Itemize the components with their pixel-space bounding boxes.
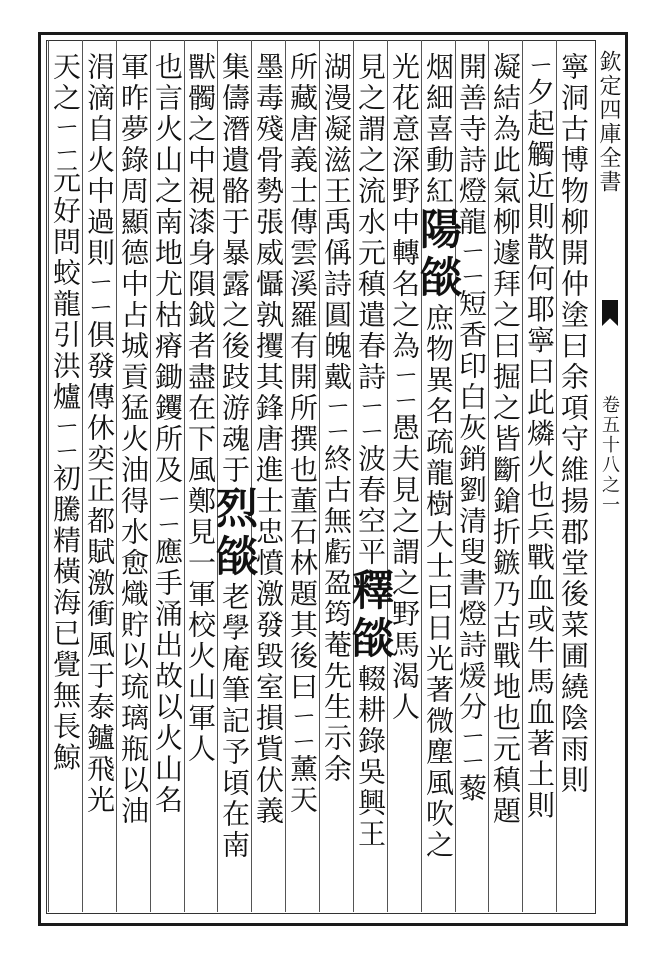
term-heading: 釋燄 (346, 567, 395, 664)
text-segment: 寧洞古博物柳開仲塗曰余項守維揚郡堂後菜圃繞陰雨則 (557, 52, 590, 796)
text-segment: 凝結為此氣柳遽拜之曰掘之皆斷鎗折鏃乃古戰地也元稹題 (489, 52, 522, 827)
text-segment: 烟細喜動紅 (422, 52, 455, 207)
term-heading: 烈燄 (210, 486, 259, 582)
text-segment: 天之ㄧㄧ元好問蛟龍引洪爐ㄧㄧ初騰精橫海已覺無長鯨 (49, 52, 82, 774)
text-segment: 光花意深 (388, 52, 421, 176)
text-segment: 集儔潛遺骼于暴露之後跂游魂于 (218, 52, 251, 486)
book-title: 欽定四庫全書 (596, 50, 621, 194)
text-segment: 戴ㄧㄧ終古無虧盈 (320, 362, 353, 599)
text-segment: 所藏唐義士傳雲溪羅有開所撰也董石林題其後曰ㄧㄧ薰天 (286, 52, 319, 816)
text-segment: 獸髑之中視漆身隕鉞者盡在下風 (184, 52, 217, 486)
text-segment: 開善寺詩燈龍ㄧㄧ短香印白灰銷劉清叟書燈詩煖分ㄧㄧ藜 (455, 52, 488, 805)
text-segment: 見之謂之流水元稹遣春詩ㄧㄧ波春空平 (354, 52, 387, 568)
text-column (44, 52, 86, 902)
text-segment: ㄧ夕起觸近則散何耶寧曰此燐火也兵戰血或牛馬血著土則 (523, 52, 556, 822)
text-segment: 墨毒殘骨勢張威懾孰攫其鋒唐進士忠憤激發毀室損貲伏義 (252, 52, 285, 827)
text-segment: 涓滴自火中過則ㄧㄧ俱發傳休奕正都賦激衝風于泰鑪飛光 (83, 52, 116, 816)
text-segment: 鄭見一軍校火山軍人 (184, 486, 217, 765)
text-segment: 筠菴先生示余 (320, 598, 353, 785)
text-segment: 也言火山之南地尤枯瘠鋤钁所及ㄧㄧ應手涌出故以火山名 (151, 52, 184, 816)
text-segment: 湖漫凝滋王禹偁詩圓魄 (320, 52, 353, 362)
text-segment: 輟耕錄吳興王 (354, 663, 387, 850)
term-heading: 陽燄 (414, 207, 463, 303)
text-segment: 老學庵筆記予頃在南 (218, 582, 251, 861)
chapter-label: 卷五十八之一 (599, 395, 620, 515)
text-segment: 野中轉名之為ㄧㄧ愚夫見之謂之野馬渴人 (388, 176, 421, 723)
text-segment: 庶物異名疏龍樹大士曰日光著微塵風吹之 (422, 303, 455, 861)
text-segment: 軍昨夢錄周顯德中占城貢猛火油得水愈熾貯以琉璃瓶以油 (117, 52, 150, 827)
